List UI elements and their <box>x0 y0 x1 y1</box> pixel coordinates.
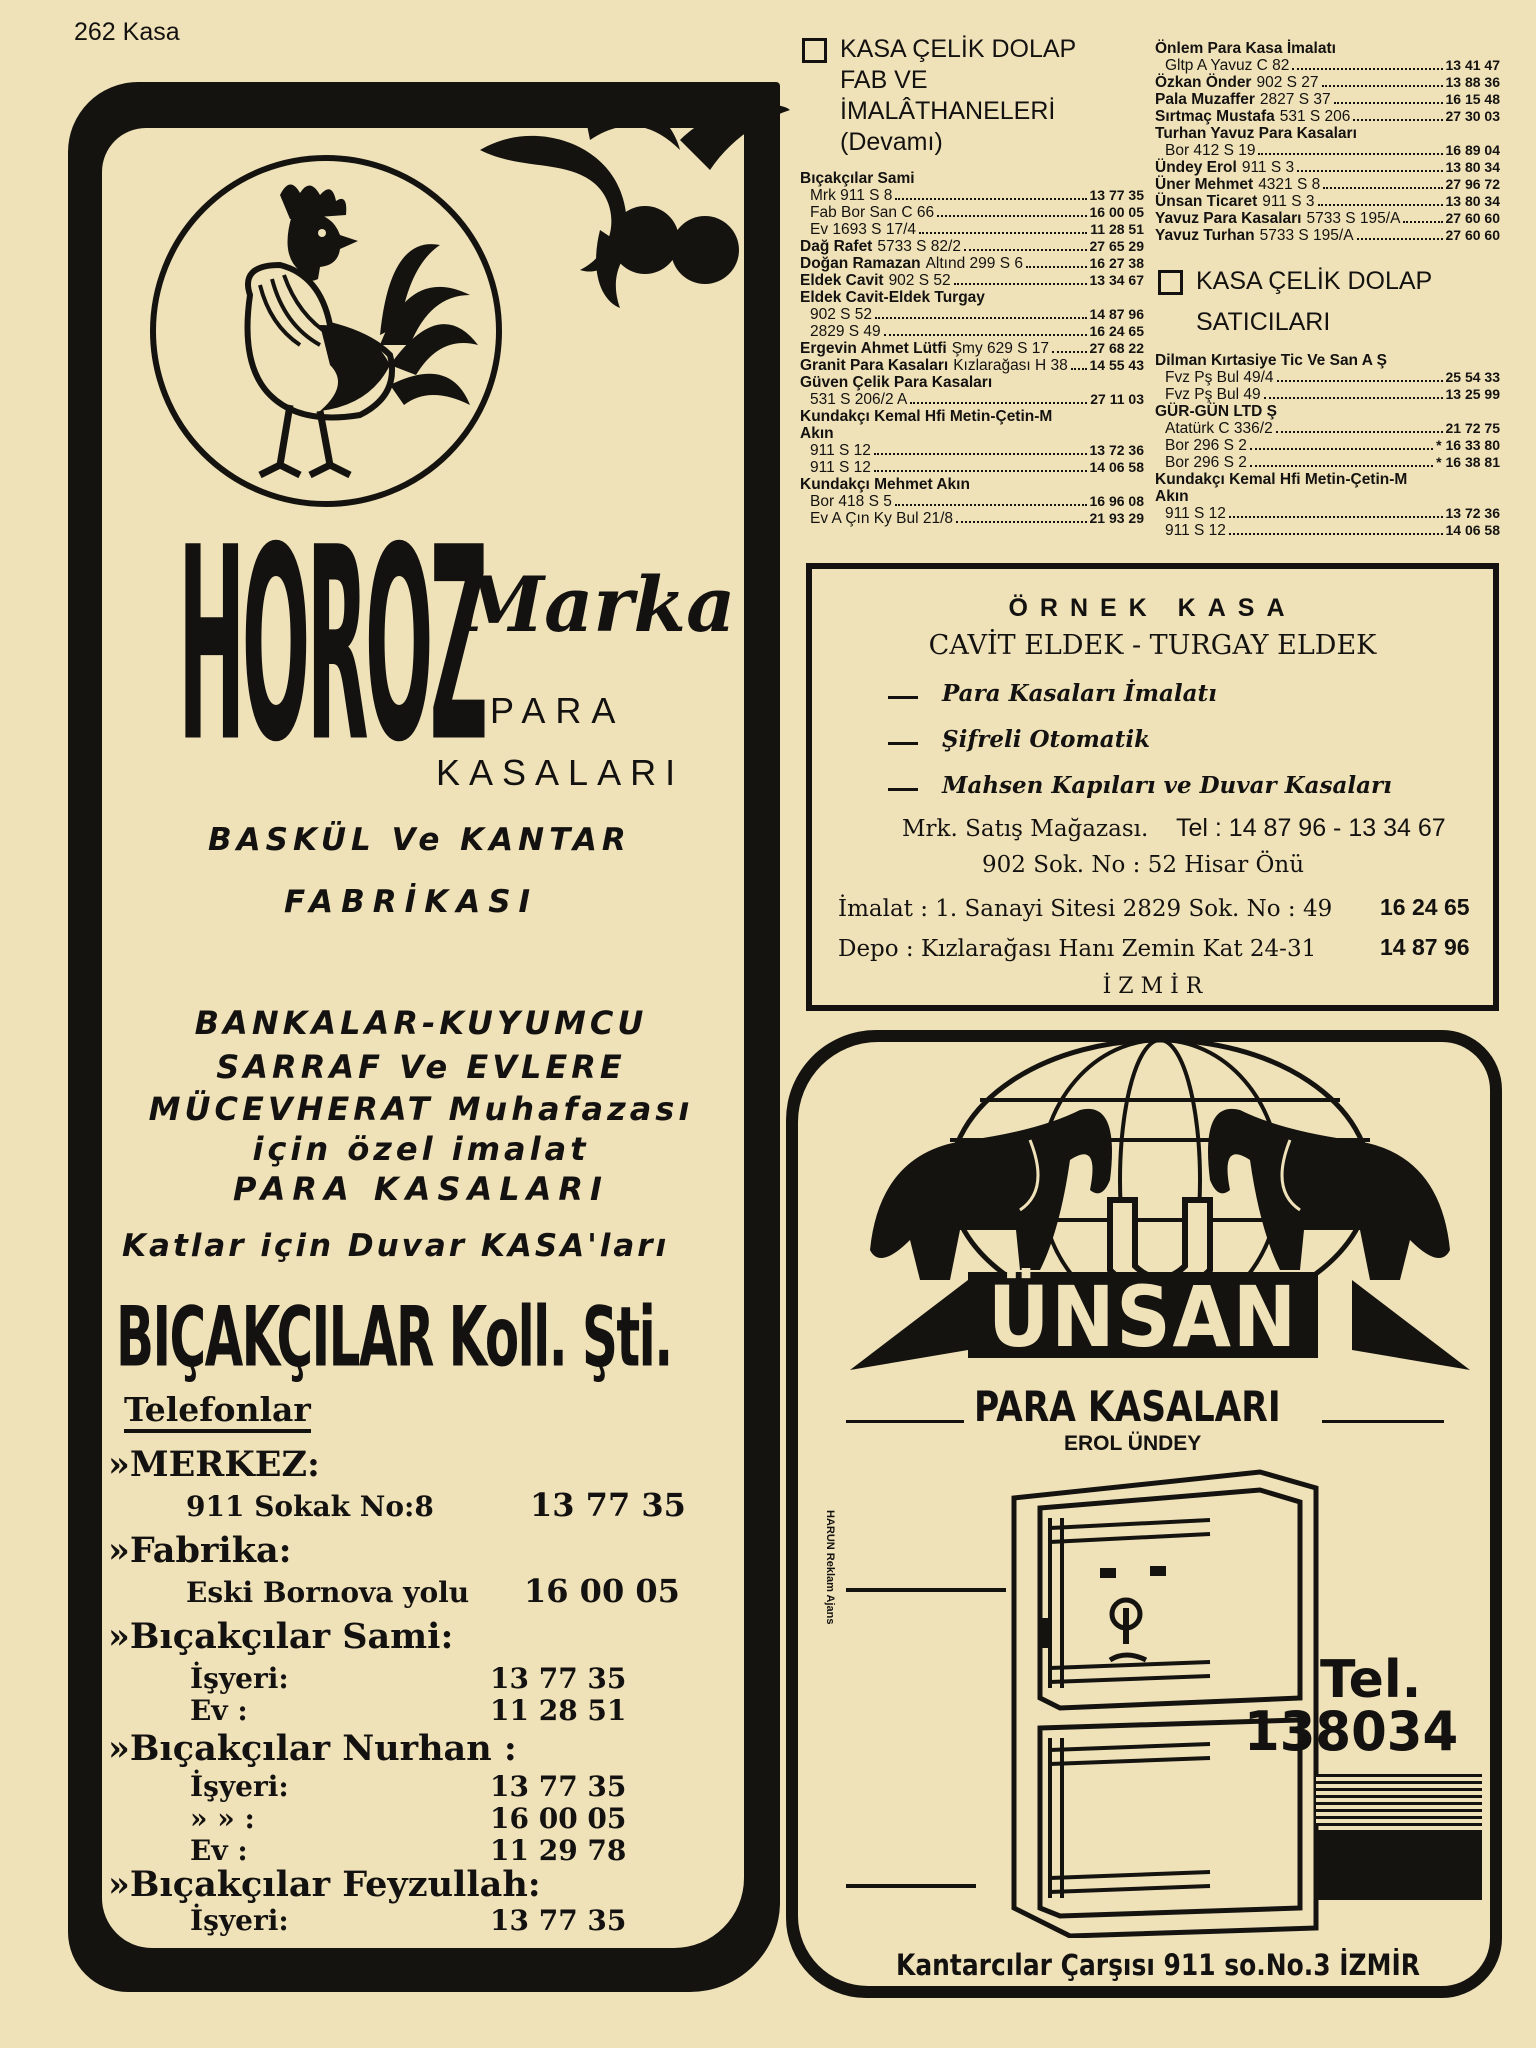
directory-entry <box>800 323 1144 340</box>
sami-heading: »Bıçakçılar Sami: <box>108 1616 454 1657</box>
horoz-brand-logo: HOROZ <box>178 489 485 802</box>
entry-name: Doğan Ramazan <box>800 255 921 272</box>
agency-credit: HARUN Reklam Ajans <box>824 1510 836 1625</box>
ornek-store-label: Mrk. Satış Mağazası. <box>902 816 1149 842</box>
entry-address: Bor 296 S 2 <box>1165 437 1247 454</box>
contact-phone: 16 00 05 <box>490 1802 627 1835</box>
ornek-item: Para Kasaları İmalatı <box>942 680 1217 707</box>
entry-address: 2829 S 49 <box>810 323 881 340</box>
entry-phone: 13 77 35 <box>1089 187 1144 203</box>
entry-address: 2827 S 37 <box>1259 91 1331 108</box>
contact-phone: 13 77 35 <box>490 1770 627 1803</box>
leader-dots <box>1318 193 1443 206</box>
divider <box>846 1884 976 1888</box>
directory-entry <box>1155 210 1500 227</box>
directory-entry <box>800 374 1144 391</box>
ornament-icon <box>470 80 800 310</box>
heading-line: FAB VE <box>840 66 928 94</box>
marka-script: Marka <box>460 560 736 649</box>
entry-address: 5733 S 195/A <box>1306 210 1401 227</box>
page-number: 262 Kasa <box>74 18 180 46</box>
directory-entry <box>800 238 1144 255</box>
entry-address: 911 S 12 <box>1165 522 1226 539</box>
leader-dots <box>910 391 1087 404</box>
entry-phone: 14 55 43 <box>1089 357 1144 373</box>
leader-dots <box>1322 74 1443 87</box>
leader-dots <box>1357 227 1443 240</box>
entry-address: Fvz Pş Bul 49 <box>1165 386 1261 403</box>
leader-dots <box>1071 357 1087 370</box>
entry-address: Gltp A Yavuz C 82 <box>1165 57 1290 74</box>
entry-phone: 14 06 58 <box>1089 459 1144 475</box>
leader-dots <box>1277 369 1443 382</box>
directory-entry <box>800 170 1144 187</box>
heading-line: (Devamı) <box>840 128 943 156</box>
entry-phone: 25 54 33 <box>1445 369 1500 385</box>
entry-address: 911 S 12 <box>810 459 871 476</box>
entry-phone: * 16 38 81 <box>1436 454 1500 470</box>
entry-name: Yavuz Para Kasaları <box>1155 210 1302 227</box>
company-name: BIÇAKÇILAR Koll. Şti. <box>116 1290 672 1387</box>
entry-phone: 27 96 72 <box>1445 176 1500 192</box>
directory-entry <box>1155 176 1500 193</box>
entry-phone: 16 15 48 <box>1445 91 1500 107</box>
entry-phone: 13 80 34 <box>1445 193 1500 209</box>
directory-entry <box>1155 522 1500 539</box>
entry-phone: 13 25 99 <box>1445 386 1500 402</box>
leader-dots <box>1229 505 1443 518</box>
contact-label: İşyeri: <box>190 1770 289 1803</box>
divider <box>1322 1420 1444 1423</box>
directory-heading <box>840 34 1076 158</box>
entry-address: 902 S 27 <box>1256 74 1319 91</box>
para-label: PARA <box>490 690 626 731</box>
entry-name: Ündey Erol <box>1155 159 1237 176</box>
leader-dots <box>1229 522 1443 535</box>
dash-icon <box>888 742 918 745</box>
entry-phone: 16 00 05 <box>1089 204 1144 220</box>
ornek-city: İ Z M İ R <box>1102 974 1203 999</box>
ad-line: PARA KASALARI <box>233 1170 609 1208</box>
entry-phone: 21 72 75 <box>1445 420 1500 436</box>
entry-address: 902 S 52 <box>810 306 873 323</box>
checkbox-icon <box>1158 270 1183 295</box>
directory-entry <box>800 340 1144 357</box>
ornek-depot-phone: 14 87 96 <box>1380 934 1470 960</box>
contact-label: Ev : <box>190 1834 248 1867</box>
checkbox-icon <box>802 38 827 63</box>
directory-entry <box>1155 471 1500 488</box>
entry-phone: 16 89 04 <box>1445 142 1500 158</box>
heading-line: SATICILARI <box>1196 308 1331 336</box>
heading-line: KASA ÇELİK DOLAP <box>840 35 1077 63</box>
directory-entry <box>800 221 1144 238</box>
heading-line: KASA ÇELİK DOLAP <box>1196 267 1433 295</box>
directory-entry <box>1155 505 1500 522</box>
entry-name: Akın <box>800 425 834 442</box>
entry-phone: 13 72 36 <box>1445 505 1500 521</box>
directory-entry <box>1155 386 1500 403</box>
entry-phone: 13 34 67 <box>1089 272 1144 288</box>
directory-entry <box>1155 420 1500 437</box>
directory-entry <box>1155 74 1500 91</box>
directory-entry <box>1155 125 1500 142</box>
unsan-para-kasalari: PARA KASALARI <box>974 1382 1281 1431</box>
entry-phone: 14 06 58 <box>1445 522 1500 538</box>
directory-entry <box>800 187 1144 204</box>
entry-name: Eldek Cavit-Eldek Turgay <box>800 289 985 306</box>
directory-entry <box>800 408 1144 425</box>
leader-dots <box>1292 57 1442 70</box>
merkez-phone: 13 77 35 <box>530 1486 686 1524</box>
leader-dots <box>1250 437 1433 450</box>
directory-entry <box>1155 488 1500 505</box>
entry-phone: 13 41 47 <box>1445 57 1500 73</box>
ad-line: için özel imalat <box>252 1130 590 1168</box>
stripes <box>1316 1774 1482 1826</box>
leader-dots <box>895 187 1086 200</box>
contact-label: » » : <box>190 1802 255 1835</box>
directory-entry <box>800 510 1144 527</box>
ornek-item: Mahsen Kapıları ve Duvar Kasaları <box>942 772 1392 799</box>
leader-dots <box>937 204 1086 217</box>
entry-address: 531 S 206/2 A <box>810 391 908 408</box>
unsan-owner: EROL ÜNDEY <box>1064 1432 1202 1455</box>
katlar-label: Katlar için Duvar KASA'ları <box>122 1228 670 1264</box>
leader-dots <box>1403 210 1442 223</box>
divider <box>846 1420 964 1423</box>
heading-line: İMALÂTHANELERİ <box>840 97 1056 125</box>
leader-dots <box>1353 108 1442 121</box>
directory-heading-2 <box>1196 266 1432 338</box>
entry-phone: 16 27 38 <box>1089 255 1144 271</box>
entry-name: GÜR-GÜN LTD Ş <box>1155 403 1277 420</box>
leader-dots <box>1334 91 1443 104</box>
leader-dots <box>1323 176 1442 189</box>
dash-icon <box>888 696 918 699</box>
ad-line: MÜCEVHERAT Muhafazası <box>148 1090 694 1128</box>
contact-label: İşyeri: <box>190 1904 289 1937</box>
entry-phone: 27 68 22 <box>1089 340 1144 356</box>
entry-address: 911 S 12 <box>1165 505 1226 522</box>
entry-name: Kundakçı Kemal Hfi Metin-Çetin-M <box>800 408 1053 425</box>
rooster-icon <box>180 175 480 495</box>
ad-line: SARRAF Ve EVLERE <box>216 1048 626 1086</box>
entry-address: 911 S 12 <box>810 442 871 459</box>
unsan-brand: ÜNSAN <box>988 1268 1298 1366</box>
leader-dots <box>875 306 1086 319</box>
dash-icon <box>888 788 918 791</box>
fabrika-address: Eski Bornova yolu <box>186 1576 470 1609</box>
leader-dots <box>1297 159 1442 172</box>
directory-entry <box>800 425 1144 442</box>
leader-dots <box>1026 255 1087 268</box>
entry-name: Yavuz Turhan <box>1155 227 1255 244</box>
leader-dots <box>954 272 1087 285</box>
directory-entry <box>800 442 1144 459</box>
feyzullah-heading: »Bıçakçılar Feyzullah: <box>108 1864 541 1905</box>
ornek-factory: İmalat : 1. Sanayi Sitesi 2829 Sok. No : 49 <box>838 896 1333 922</box>
entry-address: 5733 S 195/A <box>1259 227 1354 244</box>
contact-phone: 13 77 35 <box>490 1662 627 1695</box>
directory-entry <box>800 289 1144 306</box>
entry-name: Kundakçı Mehmet Akın <box>800 476 970 493</box>
directory-right-list-2 <box>1155 352 1500 552</box>
contact-phone: 11 29 78 <box>490 1834 627 1867</box>
entry-address: Fvz Pş Bul 49/4 <box>1165 369 1274 386</box>
entry-phone: 13 72 36 <box>1089 442 1144 458</box>
entry-name: Ergevin Ahmet Lütfi <box>800 340 947 357</box>
entry-address: Altınd 299 S 6 <box>925 255 1023 272</box>
entry-address: Mrk 911 S 8 <box>810 187 893 204</box>
ornek-store-address: 902 Sok. No : 52 Hisar Önü <box>982 852 1305 878</box>
directory-entry <box>1155 193 1500 210</box>
leader-dots <box>1258 142 1442 155</box>
entry-phone: 21 93 29 <box>1089 510 1144 526</box>
directory-entry <box>800 357 1144 374</box>
entry-name: Sırtmaç Mustafa <box>1155 108 1275 125</box>
leader-dots <box>884 323 1087 336</box>
contact-phone: 13 77 35 <box>490 1904 627 1937</box>
merkez-address: 911 Sokak No:8 <box>186 1490 434 1523</box>
contact-phone: 11 28 51 <box>490 1694 627 1727</box>
directory-entry <box>1155 227 1500 244</box>
leader-dots <box>1250 454 1433 467</box>
entry-phone: 11 28 51 <box>1090 221 1144 237</box>
entry-name: Üner Mehmet <box>1155 176 1254 193</box>
entry-name: Eldek Cavit <box>800 272 884 289</box>
directory-entry <box>1155 352 1500 369</box>
entry-name: Güven Çelik Para Kasaları <box>800 374 993 391</box>
kasalari-label: KASALARI <box>436 752 685 793</box>
entry-name: Önlem Para Kasa İmalatı <box>1155 40 1336 57</box>
entry-name: Dilman Kırtasiye Tic Ve San A Ş <box>1155 352 1388 369</box>
entry-phone: 27 30 03 <box>1445 108 1500 124</box>
directory-entry <box>800 476 1144 493</box>
directory-entry <box>800 459 1144 476</box>
entry-phone: 14 87 96 <box>1089 306 1144 322</box>
entry-phone: 27 60 60 <box>1445 210 1500 226</box>
entry-address: Atatürk C 336/2 <box>1165 420 1273 437</box>
directory-entry <box>1155 40 1500 57</box>
directory-entry <box>1155 437 1500 454</box>
entry-name: Özkan Önder <box>1155 74 1252 91</box>
entry-address: Şmy 629 S 17 <box>951 340 1050 357</box>
directory-entry <box>1155 159 1500 176</box>
directory-entry <box>800 391 1144 408</box>
unsan-tel-label: Tel. <box>1320 1650 1422 1710</box>
leader-dots <box>1264 386 1443 399</box>
entry-address: 5733 S 82/2 <box>877 238 961 255</box>
directory-left-list <box>800 170 1144 550</box>
entry-phone: * 16 33 80 <box>1436 437 1500 453</box>
entry-address: Bor 418 S 5 <box>810 493 892 510</box>
entry-phone: 27 60 60 <box>1445 227 1500 243</box>
merkez-heading: »MERKEZ: <box>108 1444 320 1485</box>
directory-entry <box>1155 57 1500 74</box>
directory-entry <box>800 272 1144 289</box>
entry-phone: 27 11 03 <box>1090 391 1144 407</box>
fabrikasi-label: FABRİKASI <box>284 884 539 920</box>
directory-entry <box>1155 454 1500 471</box>
contact-label: Ev : <box>190 1694 248 1727</box>
entry-name: Dağ Rafet <box>800 238 873 255</box>
entry-phone: 27 65 29 <box>1089 238 1144 254</box>
leader-dots <box>1052 340 1086 353</box>
directory-entry <box>800 306 1144 323</box>
leader-dots <box>1276 420 1443 433</box>
nurhan-heading: »Bıçakçılar Nurhan : <box>108 1728 517 1769</box>
entry-address: 4321 S 8 <box>1258 176 1321 193</box>
directory-entry <box>1155 108 1500 125</box>
entry-address: Bor 296 S 2 <box>1165 454 1247 471</box>
entry-phone: 16 24 65 <box>1089 323 1144 339</box>
entry-phone: 16 96 08 <box>1089 493 1144 509</box>
entry-address: 531 S 206 <box>1279 108 1351 125</box>
entry-name: Akın <box>1155 488 1189 505</box>
entry-phone: 13 80 34 <box>1445 159 1500 175</box>
leader-dots <box>919 221 1087 234</box>
ad-line: BANKALAR-KUYUMCU <box>194 1004 648 1042</box>
leader-dots <box>964 238 1087 251</box>
entry-phone: 13 88 36 <box>1445 74 1500 90</box>
entry-address: Kızlarağası H 38 <box>953 357 1068 374</box>
ornek-depot: Depo : Kızlarağası Hanı Zemin Kat 24-31 <box>838 936 1317 962</box>
fabrika-heading: »Fabrika: <box>108 1530 292 1571</box>
directory-entry <box>1155 142 1500 159</box>
contact-label: İşyeri: <box>190 1662 289 1695</box>
entry-address: Ev A Çın Ky Bul 21/8 <box>810 510 954 527</box>
ornek-factory-phone: 16 24 65 <box>1380 894 1470 920</box>
leader-dots <box>895 493 1087 506</box>
entry-address: Bor 412 S 19 <box>1165 142 1256 159</box>
baskul-kantar-label: BASKÜL Ve KANTAR <box>208 822 631 858</box>
directory-entry <box>800 204 1144 221</box>
unsan-address: Kantarcılar Çarşısı 911 so.No.3 İZMİR <box>896 1948 1420 1982</box>
directory-entry <box>1155 403 1500 420</box>
unsan-tel-number: 138034 <box>1244 1700 1459 1763</box>
entry-name: Ünsan Ticaret <box>1155 193 1258 210</box>
telefonlar-heading: Telefonlar <box>124 1390 311 1433</box>
entry-name: Kundakçı Kemal Hfi Metin-Çetin-M <box>1155 471 1408 488</box>
ornek-item: Şifreli Otomatik <box>942 726 1151 753</box>
ornek-title: ÖRNEK KASA <box>1008 594 1297 622</box>
leader-dots <box>874 442 1087 455</box>
entry-name: Bıçakçılar Sami <box>800 170 915 187</box>
directory-right-list <box>1155 40 1500 254</box>
entry-name: Pala Muzaffer <box>1155 91 1255 108</box>
entry-address: 902 S 52 <box>888 272 951 289</box>
directory-entry <box>800 493 1144 510</box>
entry-address: Fab Bor San C 66 <box>810 204 935 221</box>
leader-dots <box>956 510 1086 523</box>
directory-entry <box>800 255 1144 272</box>
ornek-subtitle: CAVİT ELDEK - TURGAY ELDEK <box>928 630 1377 661</box>
black-block <box>1316 1830 1482 1900</box>
directory-entry <box>1155 369 1500 386</box>
entry-name: Turhan Yavuz Para Kasaları <box>1155 125 1357 142</box>
entry-address: 911 S 3 <box>1262 193 1315 210</box>
leader-dots <box>874 459 1087 472</box>
entry-address: 911 S 3 <box>1241 159 1295 176</box>
divider <box>846 1588 1006 1592</box>
ornek-store-phone: Tel : 14 87 96 - 13 34 67 <box>1176 814 1446 842</box>
entry-address: Ev 1693 S 17/4 <box>810 221 916 238</box>
directory-entry <box>1155 91 1500 108</box>
entry-name: Granit Para Kasaları <box>800 357 949 374</box>
fabrika-phone: 16 00 05 <box>524 1572 680 1610</box>
